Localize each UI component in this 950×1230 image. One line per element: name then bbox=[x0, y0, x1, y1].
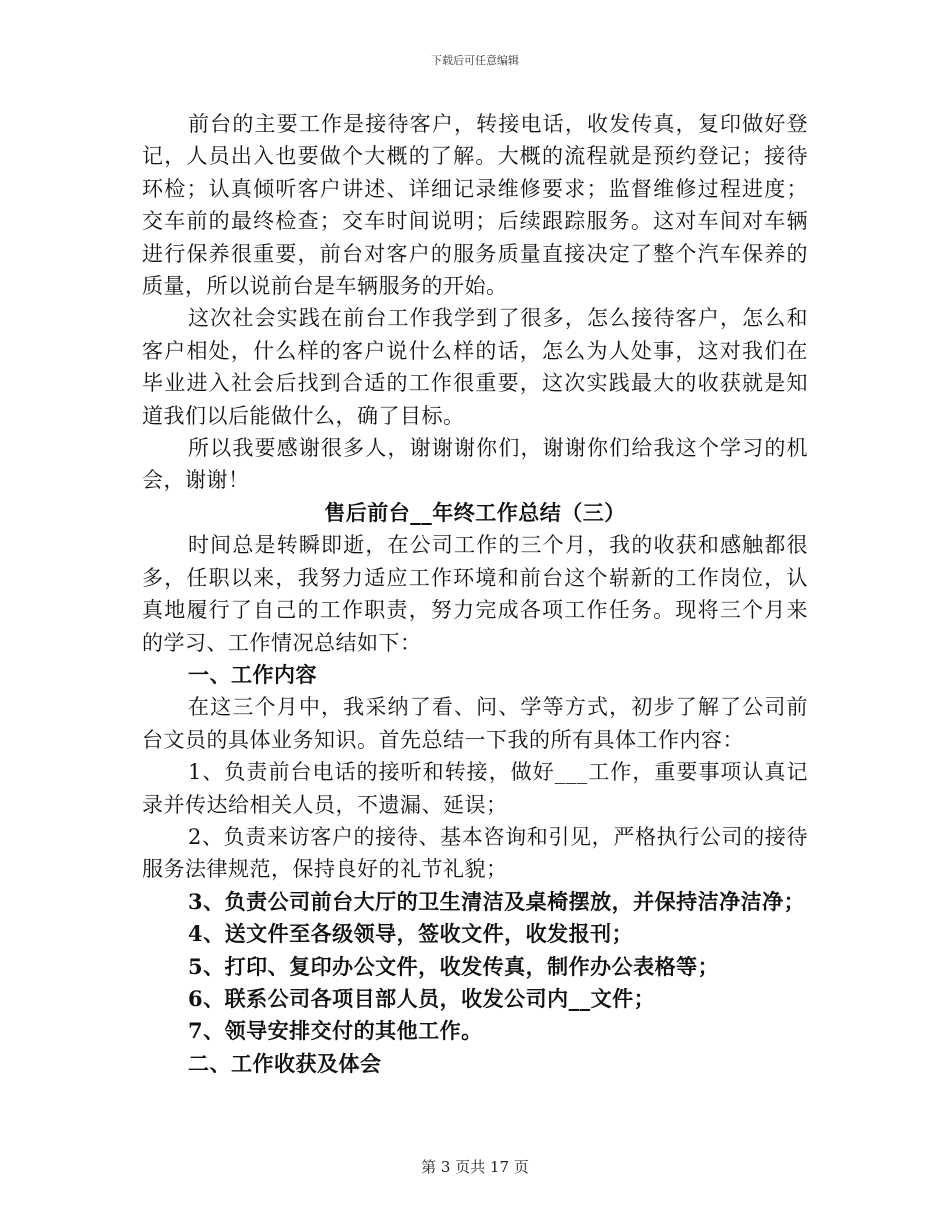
paragraph-work-overview: 在这三个月中，我采纳了看、问、学等方式，初步了解了公司前台文员的具体业务知识。首先总结一下我的所有具体工作内容： bbox=[142, 695, 808, 752]
heading-gains: 二、工作收获及体会 bbox=[188, 1050, 382, 1076]
list-item-2: 2、负责来访客户的接待、基本咨询和引见，严格执行公司的接待服务法律规范，保持良好的礼节礼貌； bbox=[142, 824, 808, 882]
list-item-7: 7、领导安排交付的其他工作。 bbox=[188, 1018, 483, 1044]
list-item-3: 3、负责公司前台大厅的卫生清洁及桌椅摆放，并保持洁净洁净； bbox=[188, 888, 806, 914]
paragraph-practice-gains: 这次社会实践在前台工作我学到了很多，怎么接待客户，怎么和客户相处，什么样的客户说什么样的话，怎么为人处事，这对我们在毕业进入社会后找到合适的工作很重要，这次实践最大的收获就是知道我们以后能做什么，确了目标。 bbox=[142, 306, 808, 428]
paragraph-thanks: 所以我要感谢很多人，谢谢谢你们，谢谢你们给我这个学习的机会，谢谢！ bbox=[142, 436, 808, 493]
paragraph-intro: 时间总是转瞬即逝，在公司工作的三个月，我的收获和感触都很多，任职以来，我努力适应工作环境和前台这个崭新的工作岗位，认真地履行了自己的工作职责，努力完成各项工作任务。现将三个月来的学习、工作情况总结如下： bbox=[142, 533, 808, 655]
list-item-1: 1、负责前台电话的接听和转接，做好___工作，重要事项认真记录并传达给相关人员，不遗漏、延误； bbox=[142, 760, 808, 817]
list-item-4: 4、送文件至各级领导，签收文件，收发报刊； bbox=[188, 921, 634, 947]
paragraph-reception-duties: 前台的主要工作是接待客户，转接电话，收发传真，复印做好登记，人员出入也要做个大概的了解。大概的流程就是预约登记；接待环检；认真倾听客户讲述、详细记录维修要求；监督维修过程进度；交车前的最终检查；交车时间说明；后续跟踪服务。这对车间对车辆进行保养很重要，前台对客户的服务质量直接决定了整个汽车保养的质量，所以说前台是车辆服务的开始。 bbox=[142, 112, 808, 299]
page-footer: 第 3 页共 17 页 bbox=[421, 1158, 529, 1176]
section-title: 售后前台__年终工作总结（三） bbox=[324, 499, 626, 525]
list-item-5: 5、打印、复印办公文件，收发传真，制作办公表格等； bbox=[188, 953, 720, 979]
list-item-6: 6、联系公司各项目部人员，收发公司内__文件； bbox=[188, 985, 656, 1011]
document-body bbox=[142, 108, 808, 1080]
page-header: 下载后可任意编辑 bbox=[431, 54, 519, 67]
heading-work-content: 一、工作内容 bbox=[188, 661, 317, 687]
